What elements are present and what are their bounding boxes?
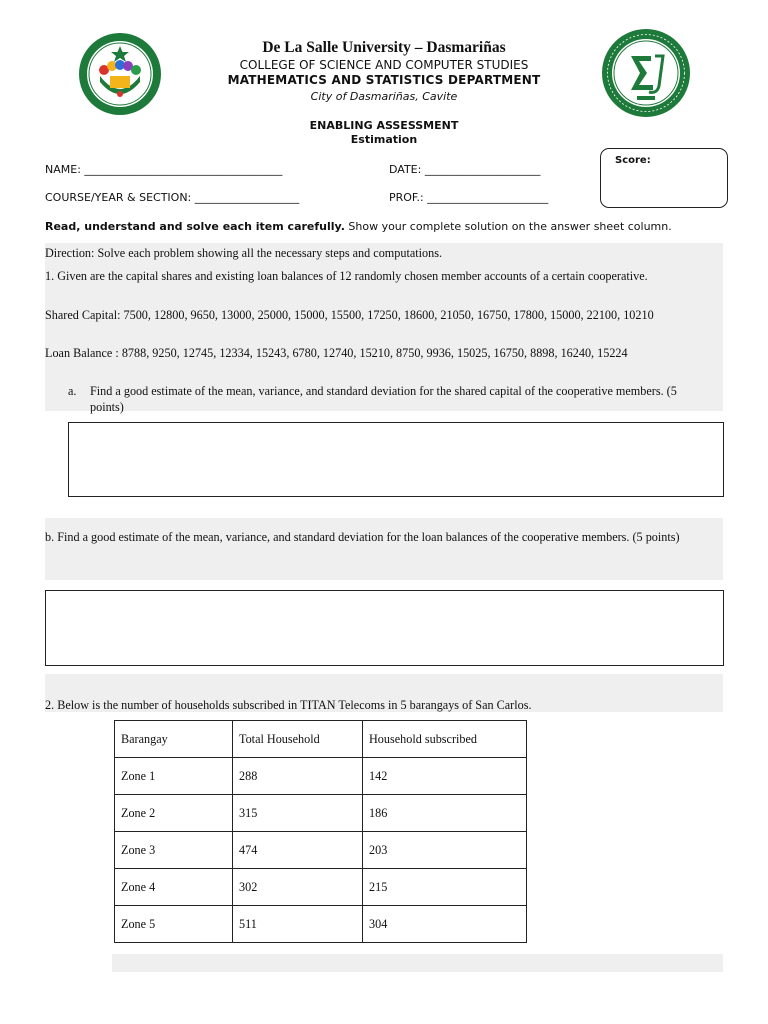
score-label: Score:: [615, 155, 651, 166]
table-cell: 142: [363, 758, 527, 795]
answer-box-b[interactable]: [45, 590, 724, 666]
name-field[interactable]: NAME: ____________________________________: [45, 163, 283, 176]
loan-balance-data: Loan Balance : 8788, 9250, 12745, 12334, 15243, 6780, 12740, 15210, 8750, 9936, 15025, 16750, 8898, 16240, 15224: [45, 346, 628, 360]
city-name: City of Dasmariñas, Cavite: [310, 90, 458, 103]
table-cell: 474: [233, 832, 363, 869]
item-b-panel: [45, 518, 723, 580]
item-a-text: Find a good estimate of the mean, variance, and standard deviation for the shared capital of the cooperative members. (5 points): [90, 384, 677, 414]
table-cell: 288: [233, 758, 363, 795]
bottom-panel: [112, 954, 723, 972]
college-name: COLLEGE OF SCIENCE AND COMPUTER STUDIES: [239, 58, 529, 72]
table-row: [115, 869, 527, 906]
instructions-rest: Show your complete solution on the answer sheet column.: [344, 220, 672, 233]
item-b-text: b. Find a good estimate of the mean, variance, and standard deviation for the loan balances of the cooperative members. (5 points): [45, 530, 680, 544]
score-box[interactable]: [600, 148, 728, 208]
instructions-bold: Read, understand and solve each item carefully.: [45, 220, 345, 233]
table-cell: 215: [363, 869, 527, 906]
table-cell: Zone 3: [115, 832, 233, 869]
table-cell: 511: [233, 906, 363, 943]
course-section-field[interactable]: COURSE/YEAR & SECTION: ___________________: [45, 191, 300, 204]
table-header-row: [115, 721, 527, 758]
university-name: De La Salle University – Dasmariñas: [262, 39, 506, 56]
table-header-cell: Total Household: [233, 721, 363, 758]
table-header-cell: Barangay: [115, 721, 233, 758]
table-row: [115, 832, 527, 869]
direction-text: Direction: Solve each problem showing all the necessary steps and computations.: [45, 246, 443, 260]
instructions: [45, 220, 672, 233]
table-cell: 304: [363, 906, 527, 943]
table-row: [115, 758, 527, 795]
item-a-marker: a.: [68, 384, 77, 398]
problem1-intro: 1. Given are the capital shares and existing loan balances of 12 randomly chosen member accounts of a certain cooperative.: [45, 269, 648, 283]
date-field[interactable]: DATE: _____________________: [389, 163, 541, 176]
table-header-cell: Household subscribed: [363, 721, 527, 758]
households-table: [114, 720, 527, 943]
table-cell: 315: [233, 795, 363, 832]
answer-box-a[interactable]: [68, 422, 724, 497]
table-cell: Zone 4: [115, 869, 233, 906]
table-cell: 203: [363, 832, 527, 869]
table-row: [115, 906, 527, 943]
table-cell: 302: [233, 869, 363, 906]
table-row: [115, 795, 527, 832]
problem2-intro: 2. Below is the number of households subscribed in TITAN Telecoms in 5 barangays of San Carlos.: [45, 698, 532, 712]
assessment-topic: Estimation: [350, 133, 418, 146]
professor-field[interactable]: PROF.: ______________________: [389, 191, 549, 204]
department-name: MATHEMATICS AND STATISTICS DEPARTMENT: [227, 73, 541, 87]
table-cell: Zone 2: [115, 795, 233, 832]
table-cell: 186: [363, 795, 527, 832]
assessment-title: ENABLING ASSESSMENT: [309, 119, 459, 132]
table-cell: Zone 1: [115, 758, 233, 795]
shared-capital-data: Shared Capital: 7500, 12800, 9650, 13000, 25000, 15000, 15500, 17250, 18600, 21050, 16750, 17800, 15000, 22100, 10210: [45, 308, 654, 322]
table-cell: Zone 5: [115, 906, 233, 943]
